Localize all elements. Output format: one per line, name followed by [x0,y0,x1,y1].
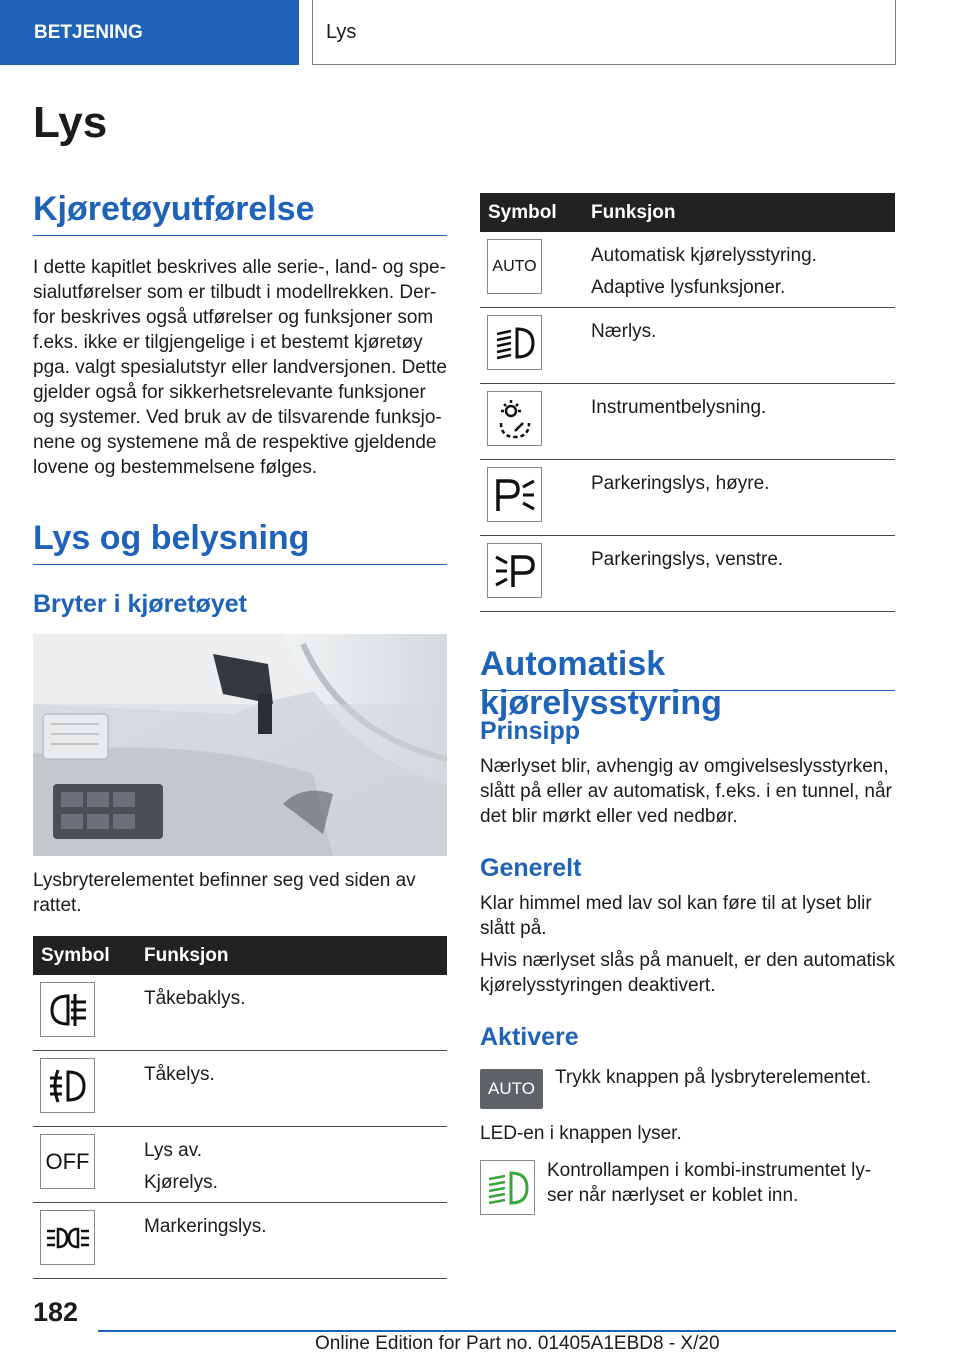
table-row [480,460,895,536]
edition-text: Online Edition for Part no. 01405A1EBD8 - X/20 [315,1333,720,1354]
page-number: 182 [33,1297,79,1327]
heading-principle: Prinsipp [480,717,581,745]
table-row [33,1051,447,1127]
general-text-1: Klar himmel med lav sol kan føre til at lyset blir slått på. [480,893,872,939]
side-marker-lights-icon [40,1210,95,1265]
row-function: Parkeringslys, høyre. [591,473,770,494]
row-function: Nærlys. [591,321,657,342]
photo-caption: Lysbryterelementet befinner seg ved siden av rattet. [33,870,416,916]
table-header [480,193,895,232]
column-header-symbol: Symbol [41,944,110,966]
auto-icon [487,239,542,294]
heading-general: Generelt [480,854,582,882]
auto-button-icon [480,1069,543,1109]
row-function: Kjørelys. [144,1172,218,1193]
left-symbol-table [33,936,447,1279]
row-function: Tåkelys. [144,1064,215,1085]
footer-divider [98,1330,896,1332]
column-header-function: Funksjon [591,201,676,223]
table-row [33,1127,447,1203]
row-function: Lys av. [144,1140,203,1161]
row-function: Instrumentbelysning. [591,397,767,418]
activate-step: Trykk knappen på lysbryterelementet. [555,1067,872,1088]
rear-fog-light-icon [40,982,95,1037]
table-header [33,936,447,975]
section-tab: BETJENING [0,0,299,65]
front-fog-light-icon [40,1058,95,1113]
low-beam-indicator-icon [480,1160,535,1215]
low-beam-icon [487,315,542,370]
table-row [480,536,895,612]
table-row [480,232,895,308]
heading-lights: Lys og belysning [33,519,447,565]
auto-button-label: AUTO [488,1079,535,1098]
led-text: LED-en i knappen lyser. [480,1123,682,1144]
table-row [480,384,895,460]
version-paragraph: I dette kapitlet beskrives alle serie-, land- og spe- sialutførelser som er tilbudt i modellrekken. Der- for beskrives også utførelser og funksjoner som f.eks. ikke er tilgjengelige i et bestemt kjøretøy pga. valgt spesialutstyr eller landversjonen. Dette gjelder også for sikkerhetsrelevante funksjoner og systemer. Ved bruk av de tilsvarende funksjo- nene og systemene må de respektive gjeldende lovene og bestemmelsene følges. [33,257,448,478]
light-switch-photo [33,634,447,856]
table-row [33,1203,447,1279]
row-function: Automatisk kjørelysstyring. [591,245,817,266]
table-row [33,975,447,1051]
auto-icon-text: AUTO [492,257,537,275]
instrument-lighting-icon [487,391,542,446]
page-title: Lys [33,98,108,147]
general-text-2: Hvis nærlyset slås på manuelt, er den automatisk kjørelysstyringen deaktivert. [480,950,896,996]
lights-off-icon-text: OFF [45,1148,90,1174]
column-header-symbol: Symbol [488,201,557,223]
parking-light-left-icon [487,543,542,598]
topic-label: Lys [312,0,896,65]
heading-auto-lights: Automatisk kjørelysstyring [480,645,895,691]
column-header-function: Funksjon [144,944,229,966]
table-row [480,308,895,384]
row-function: Parkeringslys, venstre. [591,549,784,570]
indicator-text: Kontrollampen i kombi-instrumentet ly- ser når nærlyset er koblet inn. [547,1160,872,1206]
row-function: Tåkebaklys. [144,988,246,1009]
row-function: Adaptive lysfunksjoner. [591,277,786,298]
lights-off-icon [40,1134,95,1189]
parking-light-right-icon [487,467,542,522]
heading-vehicle-version: Kjøretøyutførelse [33,190,447,236]
heading-switch: Bryter i kjøretøyet [33,590,247,618]
right-symbol-table [480,193,895,612]
heading-activate: Aktivere [480,1023,579,1051]
row-function: Markeringslys. [144,1216,267,1237]
principle-text: Nærlyset blir, avhengig av omgivelseslysstyrken, slått på eller av automatisk, f.eks. i en tunnel, når det blir mørkt eller ved nedbør. [480,756,892,827]
